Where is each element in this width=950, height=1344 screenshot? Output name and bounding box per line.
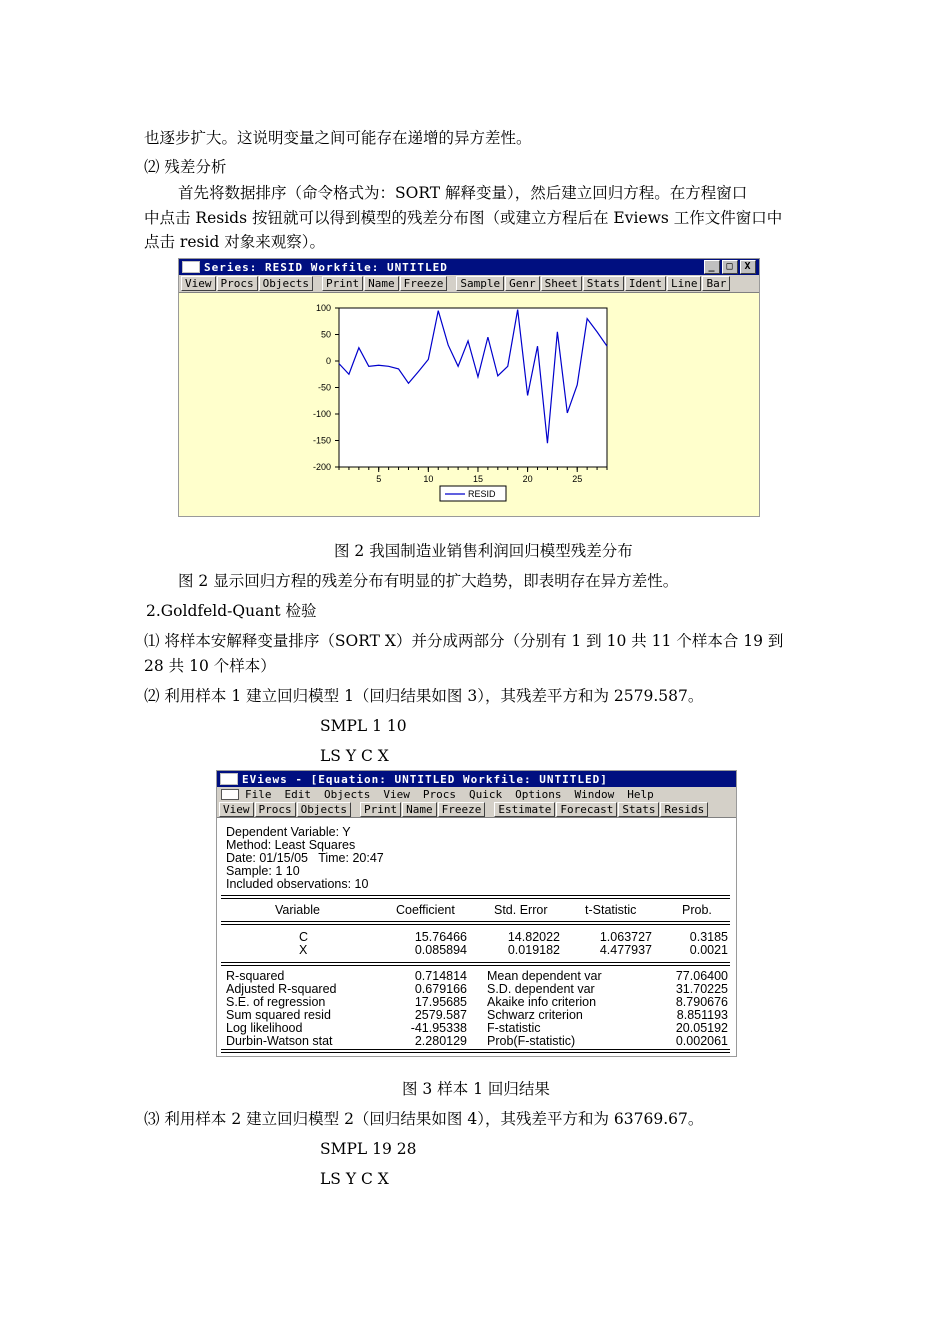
eq-view-button[interactable]: View bbox=[219, 802, 254, 817]
figure3-caption: 图 3 样本 1 回归结果 bbox=[402, 1080, 550, 1098]
row-c-std-error: 14.82022 bbox=[507, 930, 560, 944]
output-method: Method: Least Squares bbox=[226, 838, 356, 852]
text-p4: 图 2 显示回归方程的残差分布有明显的扩大趋势，即表明存在异方差性。 bbox=[178, 572, 679, 590]
stat-value-right: 0.002061 bbox=[675, 1034, 728, 1048]
row-x-t-statistic: 4.477937 bbox=[599, 943, 652, 957]
col-variable: Variable bbox=[275, 903, 320, 917]
row-x-prob: 0.0021 bbox=[689, 943, 728, 957]
menu-help[interactable]: Help bbox=[627, 788, 654, 801]
equation-window-title: EViews - [Equation: UNTITLED Workfile: UNTITLED] bbox=[242, 772, 608, 786]
stats-rule bbox=[221, 962, 730, 966]
stat-label-right: Akaike info criterion bbox=[487, 995, 597, 1009]
stat-label-right: Schwarz criterion bbox=[487, 1008, 583, 1022]
resid-line-chart bbox=[179, 293, 759, 516]
y-tick-label: 50 bbox=[320, 329, 331, 340]
stat-value-right: 31.70225 bbox=[675, 982, 728, 996]
eq-objects-button[interactable]: Objects bbox=[297, 802, 351, 817]
col-std-error: Std. Error bbox=[494, 903, 548, 917]
table-bottom-rule bbox=[221, 1049, 730, 1053]
series-resid-window bbox=[178, 258, 760, 517]
row-x-std-error: 0.019182 bbox=[507, 943, 560, 957]
text-p3b: 中点击 Resids 按钮就可以得到模型的残差分布图（或建立方程后在 Eviews 工作文件窗口中 bbox=[144, 209, 783, 227]
bar-button[interactable]: Bar bbox=[702, 276, 730, 291]
table-top-rule bbox=[221, 895, 730, 899]
minimize-button[interactable]: _ bbox=[704, 260, 720, 274]
window-icon bbox=[182, 261, 200, 273]
stat-value-right: 8.851193 bbox=[676, 1008, 728, 1022]
y-tick-label: -100 bbox=[312, 409, 331, 419]
stat-label-right: Mean dependent var bbox=[487, 969, 602, 983]
text-p6a: ⑴ 将样本安解释变量排序（SORT X）并分成两部分（分别有 1 到 10 共 11 个样本合 19 到 bbox=[144, 632, 784, 650]
equation-menubar bbox=[217, 787, 736, 802]
col-t-statistic: t-Statistic bbox=[585, 903, 637, 917]
stat-value: -41.95338 bbox=[410, 1021, 467, 1035]
stat-value: 2579.587 bbox=[414, 1008, 467, 1022]
legend-label: RESID bbox=[468, 489, 496, 499]
menu-edit[interactable]: Edit bbox=[284, 788, 311, 801]
eq-stats-button[interactable]: Stats bbox=[618, 802, 659, 817]
equation-window bbox=[216, 770, 737, 1057]
eq-resids-button[interactable]: Resids bbox=[660, 802, 708, 817]
command-smpl-2: SMPL 19 28 bbox=[320, 1140, 417, 1158]
menu-view[interactable]: View bbox=[383, 788, 410, 801]
series-toolbar bbox=[179, 275, 759, 293]
command-ls-1: LS Y C X bbox=[320, 747, 389, 765]
name-button[interactable]: Name bbox=[364, 276, 399, 291]
text-p1: 也逐步扩大。这说明变量之间可能存在递增的异方差性。 bbox=[144, 129, 532, 147]
text-p3c: 点击 resid 对象来观察）。 bbox=[144, 233, 326, 251]
menu-procs[interactable]: Procs bbox=[422, 788, 456, 801]
stat-label: S.E. of regression bbox=[226, 995, 326, 1009]
line-button[interactable]: Line bbox=[667, 276, 702, 291]
maximize-button[interactable]: □ bbox=[722, 260, 738, 274]
menu-quick[interactable]: Quick bbox=[468, 788, 503, 801]
heading-residual-analysis: ⑵ 残差分析 bbox=[144, 158, 227, 176]
eq-forecast-button[interactable]: Forecast bbox=[556, 802, 617, 817]
stat-label-right: F-statistic bbox=[487, 1021, 541, 1035]
text-p6b: 28 共 10 个样本） bbox=[144, 657, 276, 675]
stats-button[interactable]: Stats bbox=[583, 276, 624, 291]
objects-button[interactable]: Objects bbox=[259, 276, 313, 291]
x-tick-label: 20 bbox=[522, 474, 533, 484]
x-tick-label: 15 bbox=[472, 474, 483, 484]
y-tick-label: 100 bbox=[315, 303, 331, 313]
text-p8: ⑶ 利用样本 2 建立回归模型 2（回归结果如图 4），其残差平方和为 63769.67。 bbox=[144, 1110, 704, 1128]
row-c-t-statistic: 1.063727 bbox=[599, 930, 652, 944]
stat-label: Adjusted R-squared bbox=[226, 982, 337, 996]
eq-name-button[interactable]: Name bbox=[402, 802, 437, 817]
eq-freeze-button[interactable]: Freeze bbox=[438, 802, 486, 817]
row-x-coefficient: 0.085894 bbox=[414, 943, 467, 957]
eq-procs-button[interactable]: Procs bbox=[255, 802, 296, 817]
y-tick-label: -200 bbox=[312, 462, 331, 472]
col-coefficient: Coefficient bbox=[396, 903, 455, 917]
eq-print-button[interactable]: Print bbox=[360, 802, 401, 817]
series-window-titlebar bbox=[179, 259, 759, 275]
stat-value-right: 8.790676 bbox=[675, 995, 728, 1009]
y-tick-label: 0 bbox=[325, 356, 331, 366]
plot-frame bbox=[339, 308, 607, 467]
series-window-title: Series: RESID Workfile: UNTITLED bbox=[204, 260, 448, 274]
stat-value: 0.714814 bbox=[414, 969, 467, 983]
procs-button[interactable]: Procs bbox=[217, 276, 258, 291]
text-p3a: 首先将数据排序（命令格式为：SORT 解释变量），然后建立回归方程。在方程窗口 bbox=[178, 184, 748, 202]
equation-toolbar bbox=[217, 802, 736, 818]
row-x-variable: X bbox=[299, 943, 308, 957]
header-rule bbox=[221, 921, 730, 925]
eviews-app-icon bbox=[220, 773, 238, 785]
stat-label: Log likelihood bbox=[226, 1021, 303, 1035]
menu-file[interactable]: File bbox=[245, 788, 272, 801]
stat-value: 0.679166 bbox=[414, 982, 467, 996]
stat-value-right: 77.06400 bbox=[675, 969, 728, 983]
stat-label: R-squared bbox=[226, 969, 285, 983]
menu-objects[interactable]: Objects bbox=[324, 788, 371, 801]
stat-value-right: 20.05192 bbox=[675, 1021, 728, 1035]
eq-estimate-button[interactable]: Estimate bbox=[494, 802, 555, 817]
freeze-button[interactable]: Freeze bbox=[400, 276, 448, 291]
stat-label-right: Prob(F-statistic) bbox=[487, 1034, 576, 1048]
output-sample: Sample: 1 10 bbox=[226, 864, 300, 878]
print-button[interactable]: Print bbox=[322, 276, 363, 291]
genr-button[interactable]: Genr bbox=[505, 276, 540, 291]
stat-label: Sum squared resid bbox=[226, 1008, 331, 1022]
menu-options[interactable]: Options bbox=[515, 788, 562, 801]
view-button[interactable]: View bbox=[181, 276, 216, 291]
y-tick-label: -50 bbox=[317, 382, 331, 393]
output-date-time: Date: 01/15/05 Time: 20:47 bbox=[226, 851, 384, 865]
x-tick-label: 5 bbox=[376, 474, 382, 484]
doc-icon bbox=[221, 789, 239, 800]
command-smpl-1: SMPL 1 10 bbox=[320, 717, 407, 735]
close-button[interactable]: X bbox=[740, 260, 756, 274]
output-observations: Included observations: 10 bbox=[226, 877, 369, 891]
sheet-button[interactable]: Sheet bbox=[541, 276, 582, 291]
stat-label-right: S.D. dependent var bbox=[487, 982, 595, 996]
x-tick-label: 10 bbox=[423, 474, 434, 484]
ident-button[interactable]: Ident bbox=[625, 276, 666, 291]
heading-goldfeld-quant: 2.Goldfeld-Quant 检验 bbox=[146, 602, 317, 620]
output-dependent-var: Dependent Variable: Y bbox=[226, 825, 351, 839]
stat-value: 2.280129 bbox=[414, 1034, 467, 1048]
y-tick-label: -150 bbox=[312, 435, 331, 446]
sample-button[interactable]: Sample bbox=[456, 276, 504, 291]
row-c-coefficient: 15.76466 bbox=[414, 930, 467, 944]
command-ls-2: LS Y C X bbox=[320, 1170, 389, 1188]
col-prob: Prob. bbox=[682, 903, 712, 917]
row-c-variable: C bbox=[299, 930, 309, 944]
text-p7: ⑵ 利用样本 1 建立回归模型 1（回归结果如图 3），其残差平方和为 2579.587。 bbox=[144, 687, 704, 705]
menu-window[interactable]: Window bbox=[574, 788, 615, 801]
stat-value: 17.95685 bbox=[414, 995, 467, 1009]
resid-plot-area bbox=[179, 293, 759, 516]
figure2-caption: 图 2 我国制造业销售利润回归模型残差分布 bbox=[334, 542, 633, 560]
x-tick-label: 25 bbox=[572, 474, 583, 484]
stat-label: Durbin-Watson stat bbox=[226, 1034, 333, 1048]
row-c-prob: 0.3185 bbox=[689, 930, 728, 944]
equation-window-titlebar bbox=[217, 771, 736, 787]
